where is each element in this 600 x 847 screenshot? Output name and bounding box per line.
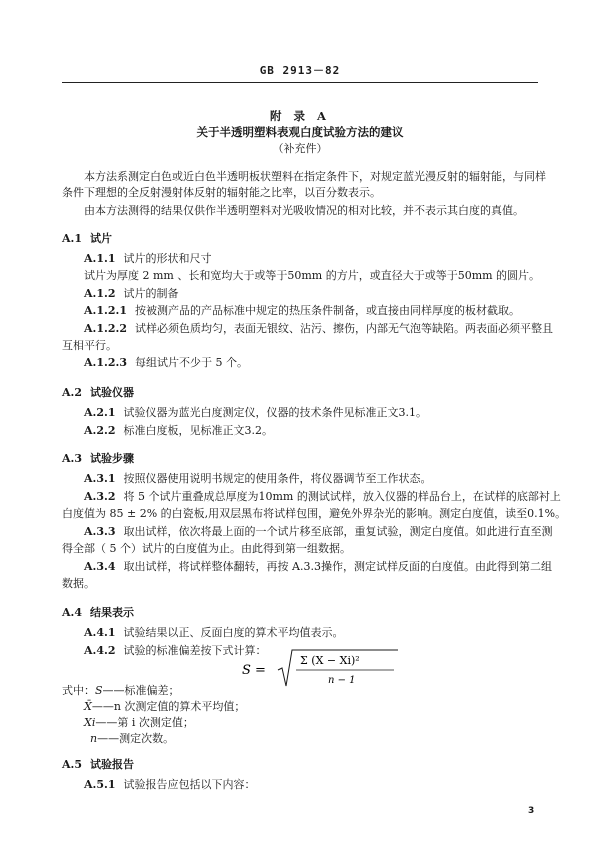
section-title: 结果表示 xyxy=(90,606,135,619)
clause-a34-cont: 数据。 xyxy=(62,577,95,590)
clause-number: A.4.2 xyxy=(84,644,116,657)
appendix-title: 关于半透明塑料表观白度试验方法的建议 xyxy=(196,125,404,139)
clause-a33-cont: 得全部（ 5 个）试片的白度值为止。由此得到第一组数据。 xyxy=(62,542,351,555)
formula-denominator: n − 1 xyxy=(328,675,356,686)
clause-text: 试验报告应包括以下内容： xyxy=(123,778,256,791)
clause-a34 xyxy=(84,560,552,573)
where-label: 式中： xyxy=(62,684,95,697)
section-number: A.5 xyxy=(62,758,83,771)
clause-number: A.1.2.1 xyxy=(84,304,127,317)
clause-a11-body: 试片为厚度 2 mm 、长和宽均大于或等于50mm 的方片，或直径大于或等于50mm 的圆片。 xyxy=(84,269,541,282)
clause-number: A.1.1 xyxy=(84,252,116,265)
section-number: A.1 xyxy=(62,232,83,245)
clause-a21 xyxy=(84,406,427,419)
clause-a41 xyxy=(84,626,344,639)
where-line-4 xyxy=(90,732,174,745)
section-title: 试片 xyxy=(90,232,113,245)
section-a5 xyxy=(62,758,134,771)
where-symbol: X̄ xyxy=(84,700,92,713)
section-title: 试验步骤 xyxy=(90,452,135,465)
formula-svg xyxy=(240,646,400,692)
clause-a31 xyxy=(84,472,432,485)
clause-a122 xyxy=(84,322,553,335)
clause-number: A.3.2 xyxy=(84,490,116,503)
where-symbol: S xyxy=(95,684,103,697)
clause-a32 xyxy=(84,490,561,503)
clause-text: 试验结果以正、反面白度的算术平均值表示。 xyxy=(123,626,344,639)
clause-text: 标准白度板，见标准正文3.2。 xyxy=(123,424,274,437)
clause-text: 将 5 个试片重叠成总厚度为10mm 的测试试样，放入仪器的样品台上，在试样的底部衬上 xyxy=(123,490,561,503)
clause-number: A.3.3 xyxy=(84,525,116,538)
clause-a22 xyxy=(84,424,273,437)
clause-a122-cont: 互相平行。 xyxy=(62,339,117,352)
clause-text: 每组试片不少于 5 个。 xyxy=(135,356,248,369)
clause-text: 按照仪器使用说明书规定的使用条件，将仪器调节至工作状态。 xyxy=(123,472,432,485)
clause-text: 按被测产品的产品标准中规定的热压条件制备，或直接由同样厚度的板材截取。 xyxy=(135,304,520,317)
clause-a123 xyxy=(84,356,248,369)
clause-a11 xyxy=(84,252,212,265)
clause-number: A.1.2.3 xyxy=(84,356,127,369)
clause-text: 试验仪器为蓝光白度测定仪，仪器的技术条件见标准正文3.1。 xyxy=(123,406,428,419)
section-title: 试验报告 xyxy=(90,758,135,771)
where-desc: ——标准偏差； xyxy=(102,684,180,697)
intro-line-1: 本方法系测定白色或近白色半透明板状塑料在指定条件下，对规定蓝光漫反射的辐射能，与同样 xyxy=(84,170,546,183)
where-line-2 xyxy=(84,700,245,713)
standard-header: GB 2913－82 xyxy=(259,64,341,77)
page-number: 3 xyxy=(528,806,535,816)
section-a3 xyxy=(62,452,134,465)
appendix-note: （补充件） xyxy=(272,142,328,155)
clause-a51 xyxy=(84,778,256,791)
clause-number: A.1.2 xyxy=(84,287,116,300)
clause-number: A.3.1 xyxy=(84,472,116,485)
clause-number: A.3.4 xyxy=(84,560,116,573)
clause-a121 xyxy=(84,304,520,317)
clause-text: 试验的标准偏差按下式计算： xyxy=(123,644,267,657)
formula-lhs: S = xyxy=(242,663,266,678)
section-number: A.3 xyxy=(62,452,83,465)
clause-text: 取出试样，将试样整体翻转，再按 A.3.3操作，测定试样反面的白度值。由此得到第二组 xyxy=(123,560,552,573)
intro-line-3: 由本方法测得的结果仅供作半透明塑料对光吸收情况的相对比较，并不表示其白度的真值。 xyxy=(84,204,524,217)
section-number: A.2 xyxy=(62,386,83,399)
clause-number: A.2.1 xyxy=(84,406,116,419)
clause-number: A.5.1 xyxy=(84,778,116,791)
where-symbol: Xi xyxy=(84,716,96,729)
where-desc: ——n 次测定值的算术平均值； xyxy=(91,700,246,713)
section-number: A.4 xyxy=(62,606,83,619)
clause-number: A.2.2 xyxy=(84,424,116,437)
intro-line-2: 条件下理想的全反射漫射体反射的辐射能之比率，以百分数表示。 xyxy=(62,186,381,199)
section-a1 xyxy=(62,232,112,245)
std-deviation-formula xyxy=(240,646,400,692)
appendix-label: 附 录 A xyxy=(270,109,330,123)
clause-a33 xyxy=(84,525,553,538)
where-desc: ——第 i 次测定值； xyxy=(95,716,194,729)
clause-number: A.4.1 xyxy=(84,626,116,639)
clause-text: 试样必须色质均匀，表面无银纹、沾污、擦伤，内部无气泡等缺陷。两表面必须平整且 xyxy=(135,322,553,335)
clause-a12 xyxy=(84,287,179,300)
clause-text: 试片的形状和尺寸 xyxy=(123,252,212,265)
section-a4 xyxy=(62,606,134,619)
clause-a32-cont: 白度值为 85 ± 2% 的白瓷板,用双层黑布将试样包围，避免外界杂光的影响。测定白度值，读至0.1%。 xyxy=(62,507,567,520)
where-line-1 xyxy=(62,684,180,697)
section-a2 xyxy=(62,386,134,399)
clause-number: A.1.2.2 xyxy=(84,322,127,335)
where-symbol: n xyxy=(90,732,98,745)
where-line-3 xyxy=(84,716,194,729)
header-rule xyxy=(62,82,538,83)
formula-numerator: Σ (X − Xi)² xyxy=(300,654,360,667)
where-desc: ——测定次数。 xyxy=(97,732,175,745)
clause-text: 试片的制备 xyxy=(123,287,179,300)
clause-text: 取出试样，依次将最上面的一个试片移至底部，重复试验，测定白度值。如此进行直至测 xyxy=(123,525,553,538)
section-title: 试验仪器 xyxy=(90,386,135,399)
